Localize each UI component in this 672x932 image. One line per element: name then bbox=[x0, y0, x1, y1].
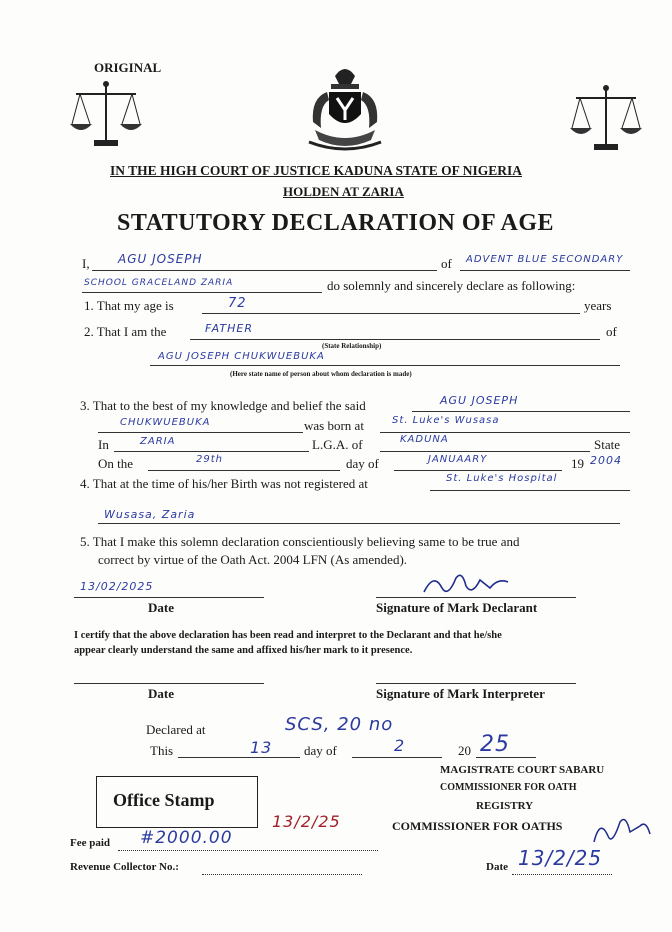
day-line bbox=[148, 470, 340, 471]
on-the-label: On the bbox=[98, 456, 134, 471]
revenue-collector-label: Revenue Collector No.: bbox=[70, 861, 179, 873]
said-name-line bbox=[412, 411, 630, 412]
para4-label: 4. That at the time of his/her Birth was not registered at bbox=[80, 476, 368, 491]
name-line bbox=[92, 270, 437, 271]
para5-line2: correct by virtue of the Oath Act. 2004 LFN (As amended). bbox=[98, 552, 408, 567]
i-label: I, bbox=[82, 256, 90, 271]
revenue-date-value: 13/2/25 bbox=[518, 846, 603, 870]
relation-line bbox=[190, 339, 600, 340]
town-line bbox=[114, 451, 309, 452]
of-label: of bbox=[441, 256, 452, 271]
this-day-line bbox=[178, 757, 300, 758]
declared-at-value: SCS, 20 no bbox=[285, 714, 394, 735]
year-value: 2004 bbox=[590, 454, 622, 467]
declarant-of-value: ADVENT BLUE SECONDARY bbox=[466, 254, 624, 265]
commissioner-signature-icon bbox=[590, 812, 654, 850]
was-born-at-label: was born at bbox=[304, 418, 364, 433]
this-month-value: 2 bbox=[394, 736, 406, 755]
age-label: 1. That my age is bbox=[84, 298, 174, 313]
month-line bbox=[394, 470, 562, 471]
signature-declarant-label: Signature of Mark Declarant bbox=[376, 600, 538, 615]
lga-value: KADUNA bbox=[400, 434, 449, 445]
office-stamp-label: Office Stamp bbox=[113, 790, 215, 810]
stamp-line2: COMMISSIONER FOR OATH bbox=[440, 782, 577, 793]
fee-date-value: 13/2/25 bbox=[272, 812, 341, 831]
in-label: In bbox=[98, 437, 109, 452]
age-line bbox=[202, 313, 580, 314]
day-of-2-label: day of bbox=[304, 743, 337, 758]
not-registered-value: St. Luke's Hospital bbox=[446, 473, 558, 484]
stamp-line3: REGISTRY bbox=[476, 800, 534, 812]
this-label: This bbox=[150, 743, 174, 758]
commissioner-label: COMMISSIONER FOR OATHS bbox=[392, 819, 563, 833]
this-day-value: 13 bbox=[250, 738, 273, 757]
date-label: Date bbox=[148, 600, 174, 615]
this-month-line bbox=[352, 757, 442, 758]
scales-of-justice-right-icon bbox=[570, 82, 642, 154]
location-value: Wusasa, Zaria bbox=[104, 508, 196, 521]
date-label-3: Date bbox=[486, 861, 508, 873]
day-of-label: day of bbox=[346, 456, 379, 471]
years-label: years bbox=[584, 298, 612, 313]
para5-line1: 5. That I make this solemn declaration conscientiously believing same to be true and bbox=[80, 534, 520, 549]
original-label: ORIGINAL bbox=[94, 60, 162, 75]
fee-paid-value: #2000.00 bbox=[140, 828, 233, 848]
this-year-value: 25 bbox=[480, 732, 510, 757]
interpreter-date-line bbox=[74, 683, 264, 684]
revenue-collector-line bbox=[202, 874, 362, 875]
declarant-name: AGU JOSEPH bbox=[118, 252, 203, 266]
certify-line1: I certify that the above declaration has been read and interpret to the Declarant and that he/she bbox=[74, 630, 502, 641]
lga-line bbox=[380, 451, 590, 452]
here-state-hint: (Here state name of person about whom declaration is made) bbox=[230, 370, 412, 378]
certify-line2: appear clearly understand the same and affixed his/her mark to it presence. bbox=[74, 645, 413, 656]
of2-label: of bbox=[606, 324, 617, 339]
interpreter-signature-line bbox=[376, 683, 576, 684]
year-prefix-2: 20 bbox=[458, 743, 471, 758]
revenue-date-line bbox=[512, 874, 612, 875]
birthplace-line bbox=[380, 432, 630, 433]
scales-of-justice-left-icon bbox=[70, 78, 142, 150]
child-name-line bbox=[150, 365, 620, 366]
coat-of-arms-icon bbox=[305, 62, 385, 154]
location-line bbox=[98, 523, 620, 524]
said-name-line-2 bbox=[98, 432, 303, 433]
court-heading: IN THE HIGH COURT OF JUSTICE KADUNA STATE OF NIGERIA bbox=[110, 163, 522, 178]
said-name-1: AGU JOSEPH bbox=[440, 394, 519, 407]
age-value: 72 bbox=[228, 296, 247, 311]
declaration-date-line bbox=[74, 597, 264, 598]
town-value: ZARIA bbox=[140, 436, 176, 447]
para3-label: 3. That to the best of my knowledge and belief the said bbox=[80, 398, 366, 413]
birthplace-value: St. Luke's Wusasa bbox=[392, 415, 500, 426]
signature-interpreter-label: Signature of Mark Interpreter bbox=[376, 686, 545, 701]
lga-label: L.G.A. of bbox=[312, 437, 363, 452]
month-value: JANUAARY bbox=[428, 454, 488, 465]
state-label: State bbox=[594, 437, 620, 452]
declaration-date-value: 13/02/2025 bbox=[80, 580, 154, 593]
court-stamp bbox=[432, 762, 605, 824]
said-name-2: CHUKWUEBUKA bbox=[120, 417, 211, 428]
state-relationship-hint: (State Relationship) bbox=[322, 342, 382, 350]
date-label-2: Date bbox=[148, 686, 174, 701]
declarant-signature-icon bbox=[420, 568, 520, 600]
of-line bbox=[460, 270, 630, 271]
not-registered-line bbox=[430, 490, 630, 491]
fee-paid-line bbox=[118, 850, 378, 851]
stamp-line1: MAGISTRATE COURT SABARU bbox=[440, 764, 605, 776]
holden-heading: HOLDEN AT ZARIA bbox=[283, 184, 404, 199]
declarant-signature-line bbox=[376, 597, 576, 598]
solemnly-text: do solemnly and sincerely declare as following: bbox=[327, 278, 576, 293]
relation-label: 2. That I am the bbox=[84, 324, 167, 339]
this-year-line bbox=[476, 757, 536, 758]
year-prefix: 19 bbox=[571, 456, 584, 471]
school-line bbox=[82, 292, 322, 293]
declared-at-label: Declared at bbox=[146, 722, 206, 737]
school-value: SCHOOL GRACELAND ZARIA bbox=[84, 278, 234, 288]
child-name-value: AGU JOSEPH CHUKWUEBUKA bbox=[158, 351, 325, 362]
fee-paid-label: Fee paid bbox=[70, 837, 111, 849]
document-title: STATUTORY DECLARATION OF AGE bbox=[117, 210, 554, 236]
relation-value: FATHER bbox=[205, 322, 253, 335]
day-value: 29th bbox=[196, 454, 223, 465]
